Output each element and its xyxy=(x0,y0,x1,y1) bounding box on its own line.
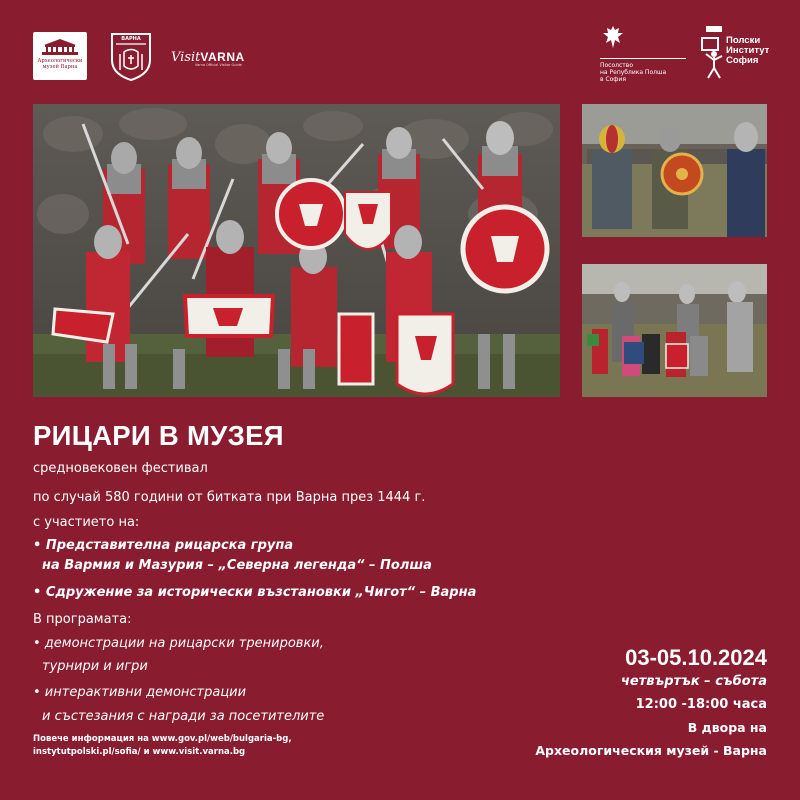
visit-word: Visit xyxy=(171,50,201,65)
participants-heading: с участието на: xyxy=(33,515,140,530)
program-item-1-line2: турнири и игри xyxy=(42,659,148,674)
polish-eagle-icon xyxy=(601,24,625,50)
institute-line1: Полски xyxy=(726,35,761,46)
visit-varna-logo xyxy=(171,46,245,68)
footer-line1: Повече информация на www.gov.pl/web/bulgaria-bg, xyxy=(33,734,292,744)
subtitle-anniversary: по случай 580 години от битката при Варна през 1444 г. xyxy=(33,490,426,505)
participant-1-line1: • Представителна рицарска група xyxy=(33,538,294,553)
knights-group-photo xyxy=(33,104,560,397)
embassy-divider xyxy=(600,58,686,59)
polish-institute-logo xyxy=(700,24,770,82)
museum-logo-line1: Археологически xyxy=(37,58,83,64)
museum-logo-line2: музей Варна xyxy=(42,64,78,70)
program-item-1-line1: • демонстрации на рицарски тренировки, xyxy=(33,636,324,651)
event-venue-line1: В двора на xyxy=(687,720,767,735)
crest-word: ВАРНА xyxy=(121,36,141,42)
knights-children-photo xyxy=(582,264,767,397)
event-hours: 12:00 -18:00 часа xyxy=(635,697,767,712)
institute-figure-icon xyxy=(700,24,728,80)
museum-logo xyxy=(33,32,87,80)
footer-line2: instytutpolski.pl/sofia/ и www.visit.varna.bg xyxy=(33,747,246,757)
varna-crest-logo xyxy=(108,30,154,82)
event-venue-line2: Археологическия музей - Варна xyxy=(535,743,767,758)
institute-line3: София xyxy=(726,55,759,66)
program-heading: В програмата: xyxy=(33,612,132,627)
event-days: четвъртък – събота xyxy=(620,674,767,689)
embassy-line3: в София xyxy=(600,76,626,83)
knights-duel-photo xyxy=(582,104,767,237)
participant-2-line1: • Сдружение за исторически възстановки „Чигот“ – Варна xyxy=(33,585,477,600)
program-item-2-line2: и състезания с награди за посетителите xyxy=(42,709,325,724)
visit-subtitle: Varna Official Visitor Guide xyxy=(195,63,242,67)
program-item-2-line1: • интерактивни демонстрации xyxy=(33,685,247,700)
embassy-line2: на Република Полша xyxy=(600,69,667,76)
varna-word: VARNA xyxy=(200,50,245,64)
polish-embassy-logo xyxy=(600,22,690,84)
embassy-line1: Посолство xyxy=(600,62,633,69)
participant-1-line2: на Вармия и Мазурия – „Северна легенда“ – Полша xyxy=(42,558,432,573)
event-date: 03-05.10.2024 xyxy=(625,645,767,670)
page-title: РИЦАРИ В МУЗЕЯ xyxy=(33,420,284,451)
footer-info xyxy=(33,733,292,759)
institute-line2: Институт xyxy=(726,45,770,56)
museum-building-icon xyxy=(40,38,80,56)
subtitle-festival: средновековен фестивал xyxy=(33,461,208,476)
